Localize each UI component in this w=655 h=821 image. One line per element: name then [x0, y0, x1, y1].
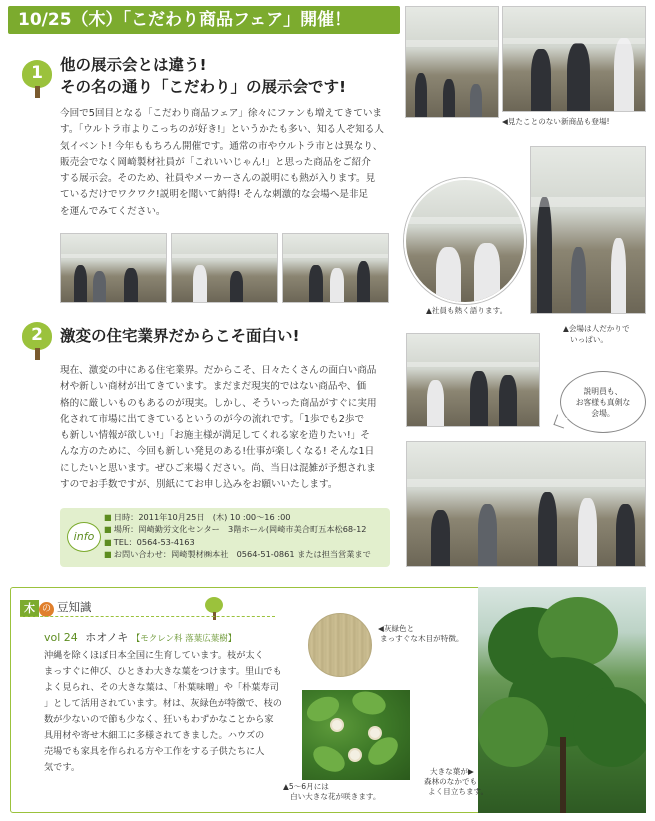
tree-caption-3: よく目立ちます。 — [428, 787, 489, 796]
magnolia-flower-photo — [302, 690, 410, 780]
exhibition-hall-photo — [60, 233, 167, 303]
section1-heading-line1: 他の展示会とは違う! — [60, 56, 207, 74]
event-info-details: ■ 日時：2011年10月25日 (木) 10 :00～16 :00 ■ 場所：岡崎勤労文化センター 3階ホール(岡崎市美合町五本松68-12 ■ TEL：0564-53-4163 ■ お問い合わせ：岡崎製材㈱本社 0564-51-0861 または担当営業まで — [104, 512, 371, 560]
section2-paragraph: 現在、激変の中にある住宅業界。だからこそ、日々たくさんの面白い商品 材や新しい商材が出てきています。まだまだ現実的ではない商品や、価 格的に厳しいものもあるのが現実。しかし、そういった商品がすぐに実用 化されて市場に出てきているというのが今の流れです。「1歩でも2歩で も新しい情報が欲しい!」「お施主様が満足してくれる家を造りたい!」そ んな方のために、今回も新しい発見のある!仕事が楽しくなる! そんな1日 にしたいと思います。ぜひご来場ください。尚、当日は混雑が予想されま すのでお手数ですが、別紙にてお申し込みをお願いいたします。 — [60, 365, 377, 491]
caption-venue-crowd-2: いっぱい。 — [570, 335, 608, 344]
staff-talking-circle-photo — [404, 178, 526, 304]
product-demo-photo — [171, 233, 278, 303]
wood-caption-1: ◀灰緑色と — [378, 624, 415, 633]
speech-bubble: 説明員も、 お客様も真剣な 会場。 — [560, 371, 646, 433]
section1-paragraph: 今回で5回目となる「こだわり商品フェア」徐々にファンも増えてきていま す。「ウルトラ市よりこっちのが好き!」というかたも多い、知る人ぞ知る人 気イベント! 今年ももちろん開催です。通常の市やウルトラ市とは異なり、 販売会でなく岡崎製材社員が「これいいじゃん!」と思った商品をご紹介 する展示会。そのため、社員やメーカーさんの説明にも熱が入ります。見 ているだけでワクワク!説明を聞いて納得! そんな刺激的な会場へ是非足 を運んでみてください。 — [60, 108, 384, 217]
event-date: 日時：2011年10月25日 (木) 10 :00～16 :00 — [113, 512, 291, 522]
booth-visitors-photo — [282, 233, 389, 303]
wood-caption-2: まっすぐな木目が特徴。 — [380, 634, 464, 643]
section-number-tree-icon — [22, 322, 52, 360]
busy-venue-photo — [406, 441, 646, 567]
section-number-tree-icon — [22, 60, 52, 98]
tree-caption-2: 森林のなかでも — [424, 777, 478, 786]
trivia-volume-heading: vol 24 ホオノキ 【モクレン科 落葉広葉樹】 — [44, 631, 237, 644]
crowded-venue-photo — [530, 146, 646, 314]
hall-overview-photo — [405, 6, 499, 118]
divider — [20, 616, 275, 618]
booth-discussion-photo — [406, 333, 540, 427]
info-logo: info — [67, 522, 101, 552]
tree-caption-1: 大きな葉が▶ — [430, 767, 474, 776]
section-number: 1 — [31, 63, 43, 83]
trivia-text: 沖縄を除くほぼ日本全国に生育しています。枝が太く まっすぐに伸び、ひときわ大きな葉をつけます。里山でも よく見られ、その大きな葉は、「朴葉味噌」や「朴葉寿司 」として活用されています。材は、灰緑色が特徴で、枝の 数が少ないので節も少なく、狂いもわずかなことから家 具用材や寄せ木細工に多様されてきました。ハウズの 売場でも家具を作られる方や工作をする子供たちに人 気です。 — [44, 650, 282, 773]
section1-heading-line2: その名の通り「こだわり」の展示会です! — [60, 78, 347, 96]
caption-staff: ▲社員も熱く語ります。 — [426, 306, 508, 315]
section-number: 2 — [31, 325, 43, 345]
event-venue: 場所：岡崎勤労文化センター 3階ホール(岡崎市美合町五本松68-12 — [113, 524, 367, 535]
caption-new-products: ◀見たことのない新商品も登場! — [502, 117, 610, 126]
flower-caption-2: 白い大きな花が咲きます。 — [290, 792, 381, 801]
wood-grain-sample — [308, 613, 372, 677]
section2-heading: 激変の住宅業界だからこそ面白い! — [60, 327, 300, 345]
trivia-title: 木 の 豆知識 — [20, 597, 92, 615]
caption-venue-crowd-1: ▲会場は人だかりで — [563, 324, 630, 333]
event-contact: お問い合わせ：岡崎製材㈱本社 0564-51-0861 または担当営業まで — [113, 549, 371, 560]
page-title-banner — [8, 6, 400, 34]
magnolia-tree-photo — [478, 587, 646, 813]
page-title: 10/25（木）「こだわり商品フェア」開催！ — [18, 10, 352, 30]
staff-explaining-photo — [502, 6, 646, 112]
event-tel: TEL：0564-53-4163 — [113, 536, 195, 547]
flower-caption-1: ▲5～6月には — [283, 782, 329, 791]
